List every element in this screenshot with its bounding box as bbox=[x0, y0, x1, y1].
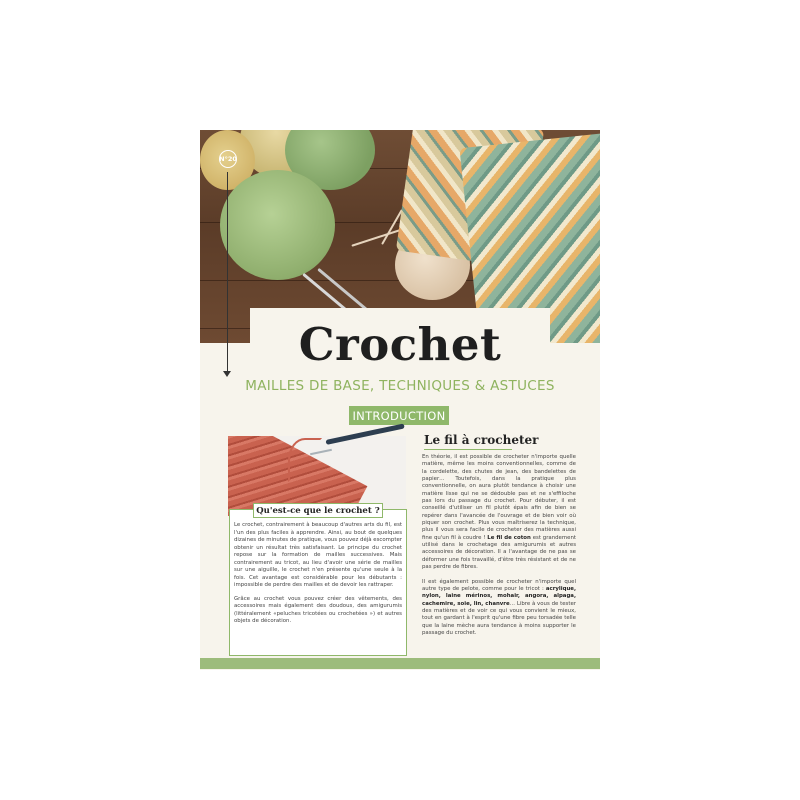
section-badge: INTRODUCTION bbox=[349, 406, 449, 425]
section-title: Le fil à crocheter bbox=[424, 433, 539, 447]
paragraph: En théorie, il est possible de crocheter n'importe quelle matière, même les moins conventionnelles, comme de la cordelette, des chutes de jean, des bandelettes de papier… Toutefois, dans la pratique plus conventionnelle, on aura plutôt tendance à choisir une matière lisse qui ne se dédouble pas et ne s'effiloche pas lors du passage du crochet. Pour débuter, il est conseillé d'utiliser un fil plutôt épais afin de bien se repérer dans l'avancée de l'ouvrage et de bien voir où piquer son crochet. Plus vous maîtriserez la technique, plus il vous sera facile de crocheter des matières aussi fine qu'un fil à coudre ! Le fil de coton est grandement utilisé dans le crochetage des amigurumis et autres accessoires de décoration. Il a l'avantage de ne pas se déformer une fois travaillé, d'être très résistant et de ne pas perdre de fibres. bbox=[422, 454, 576, 571]
series-title: L'ESSENTIELdu bbox=[5, 240, 20, 351]
info-box-text bbox=[234, 522, 402, 632]
title-underline bbox=[424, 449, 512, 450]
book-title: Crochet bbox=[298, 318, 502, 371]
book-subtitle: MAILLES DE BASE, TECHNIQUES & ASTUCES bbox=[245, 378, 555, 394]
issue-number: N°20 bbox=[219, 150, 237, 168]
article-text bbox=[422, 454, 576, 644]
yarn-thread-illustration bbox=[288, 438, 322, 482]
info-box-title: Qu'est-ce que le crochet ? bbox=[253, 503, 383, 518]
footer-band bbox=[200, 658, 600, 669]
paragraph: Le crochet, contrairement à beaucoup d'autres arts du fil, est l'un des plus faciles à apprendre. Ainsi, au bout de quelques dizaines de minutes de pratique, vous pouvez déjà escompter obtenir un résultat très satisfaisant. Le principe du crochet repose sur la formation de mailles successives. Mais contrairement au tricot, au lieu d'avoir une série de mailles sur une aiguille, le crochet n'en présente qu'une seule à la fois. Cet avantage est considérable pour les débutants : impossible de perdre des mailles et de devoir les rattraper. bbox=[234, 522, 402, 588]
paragraph: Grâce au crochet vous pouvez créer des vêtements, des accessoires mais également des doudous, des amigurumis (littéralement «peluches tricotées ou crochetées ») et autres objets de décoration. bbox=[234, 595, 402, 624]
paragraph: Il est également possible de crocheter n'importe quel autre type de pelote, comme pour le tricot : acrylique, nylon, laine mérinos, mohair, angora, alpaga, cachemire, soie, lin, chanvre… Libre à vous de tester des matières et de voir ce qui vous convient le mieux, tout en gardant à l'esprit qu'une fibre peu torsadée telle que la laine mèche aura tendance à moins supporter le passage du crochet. bbox=[422, 578, 576, 636]
